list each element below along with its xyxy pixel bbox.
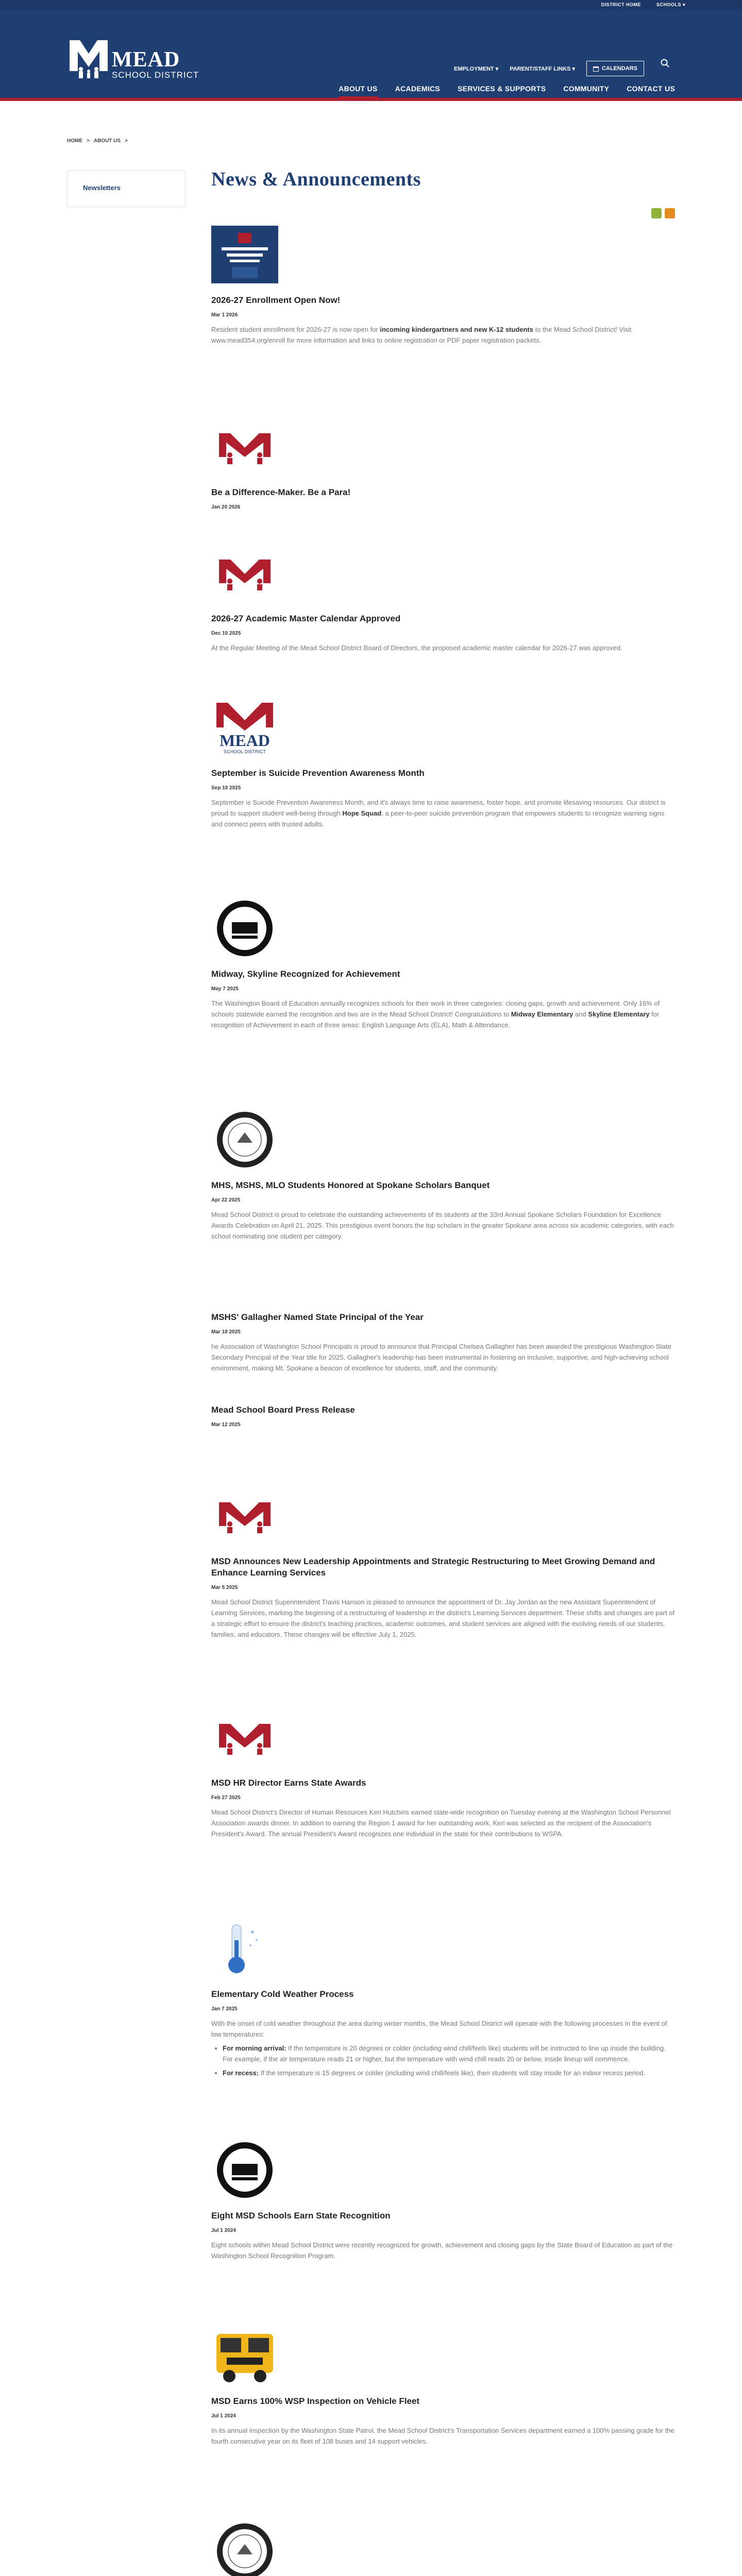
employment-label: EMPLOYMENT: [454, 65, 494, 72]
summary-text: September is Suicide Prevention Awareness Month, and it's always time to raise awareness, foster hope, and promote lifesaving resources. Our district is proud to support student well-being through: [211, 799, 666, 817]
news-title[interactable]: MSD Earns 100% WSP Inspection on Vehicle Fleet: [211, 2396, 420, 2406]
news-item: [211, 900, 675, 1030]
site-header: [0, 9, 742, 101]
nav-services-supports[interactable]: SERVICES & SUPPORTS: [458, 84, 546, 93]
news-summary: [211, 324, 675, 346]
news-date: Apr 22 2025: [211, 1197, 241, 1203]
summary-text: The Washington Board of Education annually recognizes schools for their work in three categories: closing gaps, growth and achievement. Only 16% of schools statewide earned the recognition and two are in the Mead School District! Congratulations to: [211, 999, 660, 1018]
news-summary: Mead School District's Director of Human Resources Keri Hutchins earned state-wide recognition on Tuesday evening at the Washington School Personnel Association awards dinner. In addition to earning the Region 1 award for her outstanding work, Keri was selected as the recipient of the Association's President's Award. The annual President's Award recognizes one individual in the state for their contributions to WSPA.: [211, 1808, 671, 1838]
news-date: Mar 1 2026: [211, 312, 238, 318]
calendars-label: CALENDARS: [601, 65, 637, 72]
news-date: Jul 1 2024: [211, 2228, 236, 2233]
news-date: Mar 18 2025: [211, 1329, 241, 1335]
employment-menu[interactable]: EMPLOYMENT ▾: [454, 65, 499, 72]
sidebar: [67, 170, 185, 207]
summary-text: to the Mead School District! Visit www.mead354.org/enroll for more information and links to online registration or PDF paper registration packets.: [211, 326, 632, 344]
bullet-text: If the temperature is 15 degrees or colder (including wind chill/feels like), then students will stay inside for an indoor recess period.: [259, 2069, 646, 2077]
bullet-item: [223, 2043, 675, 2064]
scholars-seal-icon: [211, 1111, 278, 1168]
news-summary: he Association of Washington School Principals is proud to announce that Principal Chelsea Gallagher has been awarded the prestigious Washington State Secondary Principal of the Year title for 2025. Gallagher's leadership has been instrumental in fostering an inclusive, supportive, and high-achieving school environment, making Mt. Spokane a beacon of excellence for students, staff, and the community.: [211, 1343, 671, 1372]
news-item: [211, 1487, 675, 1640]
news-item: [211, 1404, 675, 1428]
news-date: Mar 5 2025: [211, 1585, 238, 1590]
news-item: [211, 226, 675, 346]
news-date: Jul 1 2024: [211, 2413, 236, 2419]
news-date: Jan 20 2026: [211, 504, 241, 510]
summary-emphasis: Skyline Elementary: [588, 1010, 650, 1018]
news-title[interactable]: MSD HR Director Earns State Awards: [211, 1778, 366, 1788]
summary-emphasis: incoming kindergartners and new K-12 students: [380, 326, 533, 333]
news-title[interactable]: Midway, Skyline Recognized for Achievement: [211, 969, 400, 979]
news-bullets: [223, 2043, 675, 2078]
news-title[interactable]: 2026-27 Enrollment Open Now!: [211, 295, 341, 305]
utility-bar: [0, 0, 742, 9]
district-family-logo: [211, 544, 278, 602]
news-title[interactable]: Elementary Cold Weather Process: [211, 1989, 354, 1999]
district-family-logo: [211, 1487, 278, 1545]
news-date: Sep 10 2025: [211, 785, 241, 791]
news-item: [211, 1920, 675, 2078]
schools-label: SCHOOLS: [656, 2, 681, 7]
news-summary: At the Regular Meeting of the Mead School District Board of Directors, the proposed academic master calendar for 2026-27 was approved.: [211, 644, 622, 652]
share-icon[interactable]: [651, 208, 662, 218]
breadcrumb: [67, 138, 128, 144]
news-item: [211, 418, 675, 510]
summary-text: and: [573, 1010, 588, 1018]
news-item: [211, 2141, 675, 2261]
svg-text:MEAD: MEAD: [220, 731, 270, 750]
district-home-link[interactable]: DISTRICT HOME: [601, 2, 641, 7]
summary-text: for recognition of Achievement in each of three areas: English Language Arts (ELA), Math & Attendance.: [211, 1010, 660, 1029]
thermometer-icon: [211, 1920, 278, 1977]
news-title[interactable]: 2026-27 Academic Master Calendar Approved: [211, 614, 401, 623]
news-title[interactable]: September is Suicide Prevention Awareness Month: [211, 768, 425, 778]
parent-staff-menu[interactable]: PARENT/STAFF LINKS ▾: [510, 65, 575, 72]
summary-emphasis: Midway Elementary: [511, 1010, 574, 1018]
news-summary: With the onset of cold weather throughout the area during winter months, the Mead School District will operate with the following processes in the event of low temperatures:: [211, 2020, 667, 2038]
nav-about-us[interactable]: ABOUT US: [339, 84, 378, 93]
page-tools: [651, 208, 675, 218]
breadcrumb-separator-trailing: >: [125, 138, 128, 144]
news-item: [211, 1111, 675, 1242]
logo-wordmark: MEAD: [112, 48, 180, 72]
page-title: News & Announcements: [211, 168, 421, 190]
logo-mark-icon: [70, 40, 108, 80]
district-family-logo: [211, 418, 278, 476]
header-links: [454, 61, 644, 76]
news-item: [211, 2522, 675, 2576]
search-icon[interactable]: [661, 59, 670, 68]
logo-subtitle: SCHOOL DISTRICT: [112, 70, 199, 80]
summary-text: , a peer-to-peer suicide prevention program that empowers students to recognize warning signs and connect peers with trusted adults.: [211, 809, 665, 828]
news-date: Dec 10 2025: [211, 631, 241, 636]
news-summary: [211, 998, 675, 1030]
breadcrumb-about-us[interactable]: ABOUT US: [93, 138, 121, 144]
news-title[interactable]: MSD Announces New Leadership Appointments and Strategic Restructuring to Meet Growing Demand and Enhance Learning Services: [211, 1556, 655, 1578]
news-title[interactable]: Eight MSD Schools Earn State Recognition: [211, 2211, 391, 2221]
news-title[interactable]: MSHS' Gallagher Named State Principal of the Year: [211, 1312, 424, 1322]
sidebar-item-newsletters[interactable]: Newsletters: [83, 184, 121, 192]
district-logo[interactable]: [70, 40, 199, 80]
news-date: Jan 7 2025: [211, 2006, 238, 2012]
nav-community[interactable]: COMMUNITY: [563, 84, 610, 93]
news-date: Feb 27 2025: [211, 1795, 241, 1801]
news-title[interactable]: Mead School Board Press Release: [211, 1405, 355, 1415]
svg-text:SCHOOL DISTRICT: SCHOOL DISTRICT: [224, 749, 266, 754]
bullet-lead: For recess:: [223, 2069, 259, 2077]
news-date: Mar 12 2025: [211, 1422, 241, 1428]
bullet-item: [223, 2067, 675, 2078]
mead-logo-thumbnail: [211, 699, 278, 756]
summary-text: Resident student enrollment for 2026-27 is now open for: [211, 326, 380, 333]
news-date: May 7 2025: [211, 986, 239, 992]
scholars-seal-icon: [211, 2522, 278, 2576]
news-summary: [211, 797, 675, 829]
summary-emphasis: Hope Squad: [342, 809, 382, 817]
bullet-text: If the temperature is 20 degrees or colder (including wind chill/feels like) students will be instructed to line up inside the building. For example, if the air temperature reads 21 or higher, but the temperature with wind chill reads 20 or below, inside lineup will commence.: [223, 2044, 666, 2063]
news-main: [211, 168, 675, 2445]
calendar-icon: [593, 66, 599, 72]
news-item: [211, 1708, 675, 1839]
bullet-lead: For morning arrival:: [223, 2044, 286, 2052]
news-summary: In its annual inspection by the Washington State Patrol, the Mead School District's Transportation Services department earned a 100% passing grade for the fourth consecutive year on its fleet of 108 buses and 14 support vehicles.: [211, 2427, 674, 2445]
news-item: [211, 699, 675, 829]
calendars-button[interactable]: [586, 61, 644, 76]
news-summary: Mead School District Superintendent Travis Hanson is pleased to announce the appointment of Dr. Jay Jordan as the new Assistant Superintendent of Learning Services, marking the beginning of a restructuring of leadership in the district's Learning Services department. These shifts and changes are part of a strategic effort to ensure the district's teaching practices, academic outcomes, and student services are aligned with the evolving needs of our students, families, and educators. These changes will be effective July 1, 2025.: [211, 1598, 675, 1638]
news-item: [211, 544, 675, 653]
news-title[interactable]: Be a Difference-Maker. Be a Para!: [211, 487, 351, 497]
breadcrumb-home[interactable]: HOME: [67, 138, 82, 144]
district-family-logo: [211, 1708, 278, 1766]
parent-staff-label: PARENT/STAFF LINKS: [510, 65, 571, 72]
recognition-seal-icon: [211, 900, 278, 957]
rss-icon[interactable]: [665, 208, 675, 218]
enrollment-thumbnail: [211, 226, 278, 283]
news-title[interactable]: MHS, MSHS, MLO Students Honored at Spokane Scholars Banquet: [211, 1180, 490, 1190]
recognition-seal-icon: [211, 2141, 278, 2199]
nav-contact-us[interactable]: CONTACT US: [627, 84, 675, 93]
news-item: [211, 1312, 675, 1374]
school-bus-icon: [211, 2327, 278, 2384]
breadcrumb-separator: >: [87, 138, 90, 144]
news-summary: Mead School District is proud to celebrate the outstanding achievements of its students at the 33rd Annual Spokane Scholars Foundation for Excellence Awards Celebration on April 21, 2025. This prestigious event honors the top scholars in the greater Spokane area across six academic categories, with each school nominating one student per category.: [211, 1211, 674, 1240]
news-summary: Eight schools within Mead School District were recently recognized for growth, achievement and closing gaps by the State Board of Education as part of the Washington School Recognition Program.: [211, 2241, 673, 2260]
news-item: [211, 2327, 675, 2447]
logo-text: [112, 49, 199, 80]
schools-menu[interactable]: SCHOOLS ▾: [656, 2, 685, 7]
main-nav: [339, 84, 675, 93]
nav-academics[interactable]: ACADEMICS: [395, 84, 441, 93]
